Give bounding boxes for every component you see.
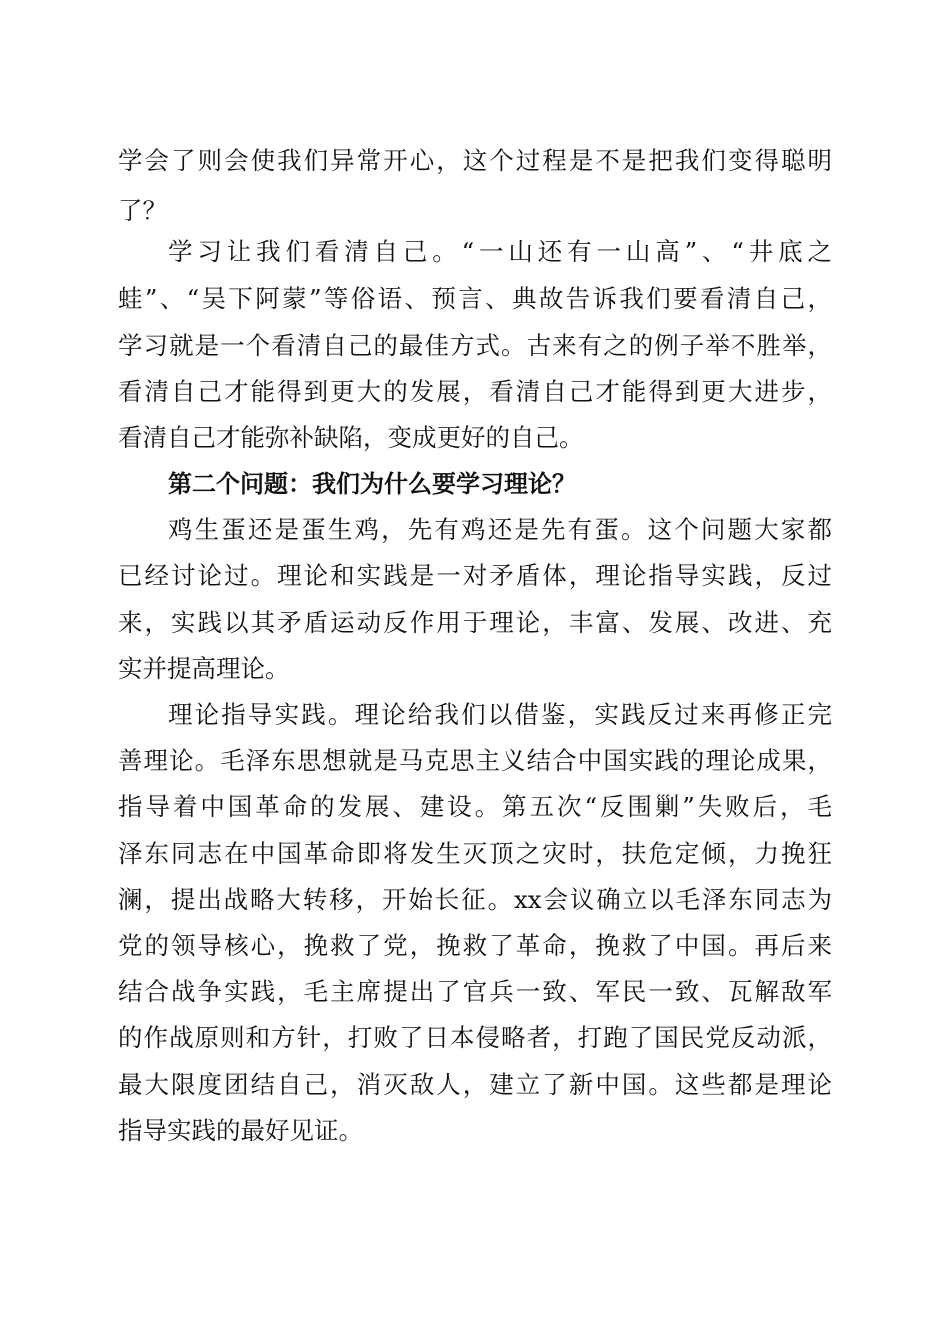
text-line: 学习让我们看清自己。“一山还有一山高”、“井底之	[168, 237, 832, 266]
text-line: 学习就是一个看清自己的最佳方式。古来有之的例子举不胜举，	[118, 331, 832, 360]
text-line: 结合战争实践，毛主席提出了官兵一致、军民一致、瓦解敌军	[118, 977, 832, 1006]
text-line: 善理论。毛泽东思想就是马克思主义结合中国实践的理论成果，	[118, 746, 832, 775]
text-line: 看清自己才能得到更大的发展，看清自己才能得到更大进步，	[118, 377, 832, 406]
text-line: 指导实践的最好见证。	[118, 1116, 363, 1145]
text-line: 泽东同志在中国革命即将发生灭顶之灾时，扶危定倾，力挽狂	[118, 839, 832, 868]
text-line: 理论指导实践。理论给我们以借鉴，实践反过来再修正完	[168, 700, 832, 729]
text-line: 来，实践以其矛盾运动反作用于理论，丰富、发展、改进、充	[118, 608, 832, 637]
text-line: 澜，提出战略大转移，开始长征。xx会议确立以毛泽东同志为	[118, 885, 832, 914]
text-line: 的作战原则和方针，打败了日本侵略者，打跑了国民党反动派，	[118, 1023, 832, 1052]
text-line: 看清自己才能弥补缺陷，变成更好的自己。	[118, 423, 584, 452]
section-heading: 第二个问题：我们为什么要学习理论？	[168, 469, 576, 498]
text-line: 指导着中国革命的发展、建设。第五次“反围剿”失败后，毛	[118, 792, 832, 821]
text-line: 最大限度团结自己，消灭敌人，建立了新中国。这些都是理论	[118, 1070, 832, 1099]
text-line: 蛙”、“吴下阿蒙”等俗语、预言、典故告诉我们要看清自己，	[118, 284, 832, 313]
text-line: 学会了则会使我们异常开心，这个过程是不是把我们变得聪明	[118, 146, 832, 175]
text-line: 实并提高理论。	[118, 654, 290, 683]
text-line: 党的领导核心，挽救了党，挽救了革命，挽救了中国。再后来	[118, 931, 832, 960]
text-line: 已经讨论过。理论和实践是一对矛盾体，理论指导实践，反过	[118, 561, 832, 590]
text-line: 了？	[118, 196, 167, 225]
text-line: 鸡生蛋还是蛋生鸡，先有鸡还是先有蛋。这个问题大家都	[168, 515, 832, 544]
